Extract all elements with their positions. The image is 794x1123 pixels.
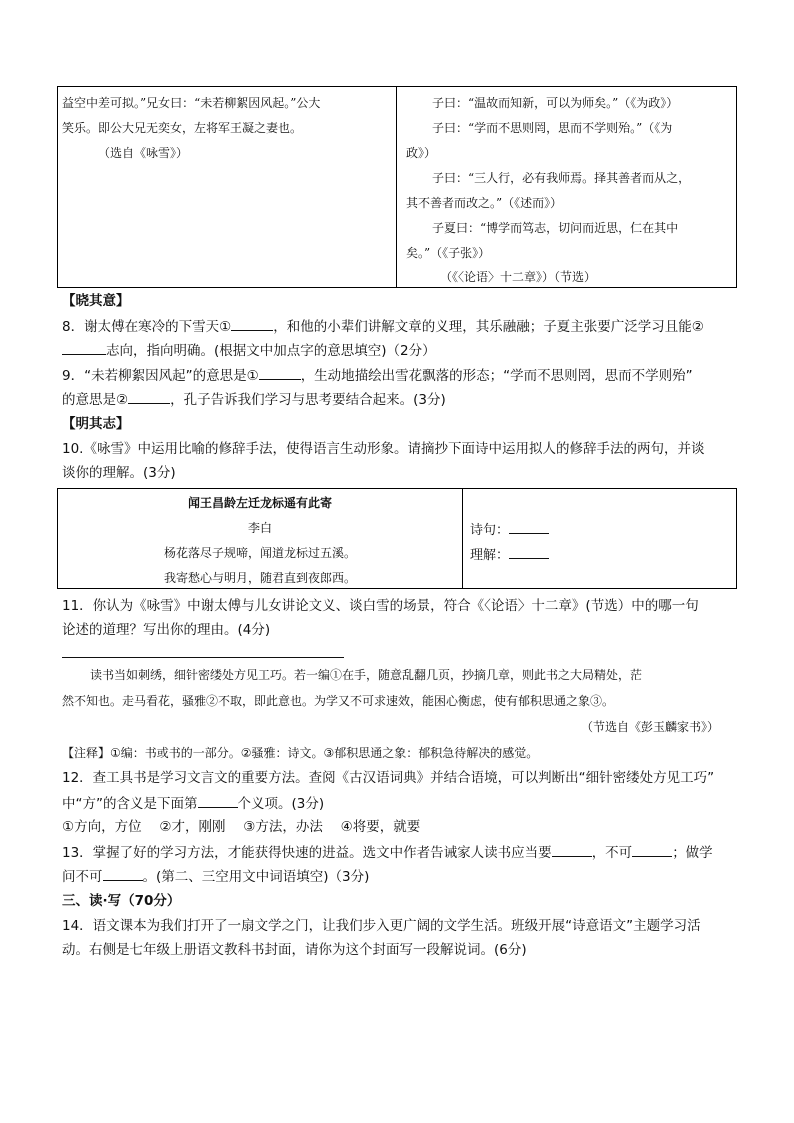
excerpt-right-line: 其不善者而改之。”（《述而》） (406, 196, 563, 210)
excerpt-left-line: 笑乐。即公大兄无奕女，左将军王凝之妻也。 (62, 121, 303, 135)
question-14-line2: 动。右侧是七年级上册语文教科书封面，请你为这个封面写一段解说词。(6分) (62, 942, 527, 958)
q12-text: 个义项。(3分) (237, 796, 325, 812)
q9-text: ，生动地描绘出雪花飘落的形态；“学而不思则罔，思而不学则殆” (300, 368, 693, 384)
excerpt-right-line: 子曰：“温故而知新，可以为师矣。”（《为政》） (432, 96, 679, 110)
q13-blank-2[interactable] (632, 842, 672, 857)
passage-source: （节选自《彭玉麟家书》） (580, 720, 719, 734)
answer-lines-field (470, 519, 549, 538)
question-14: 14．语文课本为我们打开了一扇文学之门，让我们步入更广阔的文学生活。班级开展“诗意语文”主题学习活 (62, 918, 701, 934)
answer-lines-label: 诗句： (470, 523, 510, 538)
question-11: 11．你认为《咏雪》中谢太傅与儿女讲论文义、谈白雪的场景，符合《〈论语〉十二章》(节选）中的哪一句 (62, 598, 699, 614)
excerpt-right-line: 政》） (406, 146, 437, 160)
excerpt-table (57, 86, 737, 288)
poem-title: 闻王昌龄左迁龙标遥有此寄 (187, 496, 332, 510)
section-heading-xiao: 【晓其意】 (62, 293, 130, 309)
question-8 (62, 316, 704, 337)
passage-line: 读书当如刺绣，细针密缕处方见工巧。若一编①在手，随意乱翻几页，抄摘几章，则此书之大局精处，茫 (90, 668, 643, 682)
section-heading-3: 三、读·写（70分） (62, 893, 181, 909)
section-heading-ming: 【明其志】 (62, 416, 130, 432)
answer-understanding-blank[interactable] (509, 545, 549, 559)
question-10-line2: 谈你的理解。(3分) (62, 465, 176, 481)
q8-text: 8．谢太傅在寒冷的下雪天① (62, 319, 232, 335)
excerpt-left-line: 益空中差可拟。”兄女曰：“未若柳絮因风起。”公大 (62, 96, 321, 110)
excerpt-right-line: 子曰：“学而不思则罔，思而不学则殆。”（《为 (432, 121, 673, 135)
question-12-options: ①方向，方位 ②才，刚刚 ③方法，办法 ④将要，就要 (62, 819, 421, 835)
q8-text: ，和他的小辈们讲解文章的义理，其乐融融；子夏主张要广泛学习且能② (273, 319, 704, 335)
excerpt-right-line: 子曰：“三人行，必有我师焉。择其善者而从之， (432, 171, 691, 185)
poem-line: 杨花落尽子规啼，闻道龙标过五溪。 (163, 546, 356, 560)
question-9-line2 (62, 389, 446, 410)
question-13 (62, 842, 713, 863)
poem-table (57, 488, 737, 589)
answer-understanding-field (470, 544, 549, 563)
q13-text: 13．掌握了好的学习方法，才能获得快速的进益。选文中作者告诫家人读书应当要 (62, 845, 552, 861)
annotation-note: 【注释】①编：书或书的一部分。②骚雅：诗文。③郁积思通之象：郁积急待解决的感觉。 (62, 746, 539, 760)
question-11-line2: 论述的道理？写出你的理由。(4分) (62, 622, 271, 638)
poem-author: 李白 (247, 521, 272, 535)
excerpt-right-source: （《〈论语〉十二章》）（节选） (440, 270, 597, 284)
q12-blank[interactable] (198, 793, 238, 808)
q13-text: 问不可 (62, 869, 103, 885)
q8-text: 志向，指向明确。(根据文中加点字的意思填空)（2分） (106, 343, 436, 359)
table-divider (396, 87, 397, 287)
q13-blank-3[interactable] (103, 866, 143, 881)
passage-line: 然不知也。走马看花，骚雅②不取，即此意也。为学又不可求速效，能困心衡虑，使有郁积思通之象③。 (62, 694, 615, 708)
q9-blank-2[interactable] (128, 389, 170, 404)
q9-text: 9．“未若柳絮因风起”的意思是① (62, 368, 259, 384)
q13-blank-1[interactable] (552, 842, 592, 857)
q12-text: 中“方”的含义是下面第 (62, 796, 198, 812)
question-12-line2 (62, 793, 324, 814)
q13-text: ，不可 (591, 845, 633, 861)
q9-text: ，孔子告诉我们学习与思考要结合起来。(3分) (170, 392, 446, 408)
excerpt-right-line: 子夏曰：“博学而笃志，切问而近思，仁在其中 (432, 221, 679, 235)
q13-text: ；做学 (672, 845, 713, 861)
question-13-line2 (62, 866, 369, 887)
answer-understanding-label: 理解： (470, 548, 510, 563)
question-12: 12．查工具书是学习文言文的重要方法。查阅《古汉语词典》并结合语境，可以判断出“细针密缕处方见工巧” (62, 770, 715, 786)
q13-text: 。(第二、三空用文中词语填空)（3分) (142, 869, 370, 885)
q8-blank-2[interactable] (62, 340, 106, 355)
question-8-line2 (62, 340, 436, 361)
answer-lines-blank[interactable] (509, 520, 549, 534)
divider-line (62, 657, 344, 658)
q9-text: 的意思是② (62, 392, 129, 408)
poem-line: 我寄愁心与明月，随君直到夜郎西。 (163, 571, 356, 585)
q8-blank-1[interactable] (231, 316, 273, 331)
excerpt-right-line: 矣。”（《子张》） (406, 246, 491, 260)
excerpt-left-source: （选自《咏雪》） (98, 146, 189, 160)
table-divider (462, 489, 463, 588)
question-10: 10.《咏雪》中运用比喻的修辞手法，使得语言生动形象。请摘抄下面诗中运用拟人的修辞手法的两句，并谈 (62, 441, 705, 457)
question-9 (62, 365, 693, 386)
q9-blank-1[interactable] (259, 365, 301, 380)
